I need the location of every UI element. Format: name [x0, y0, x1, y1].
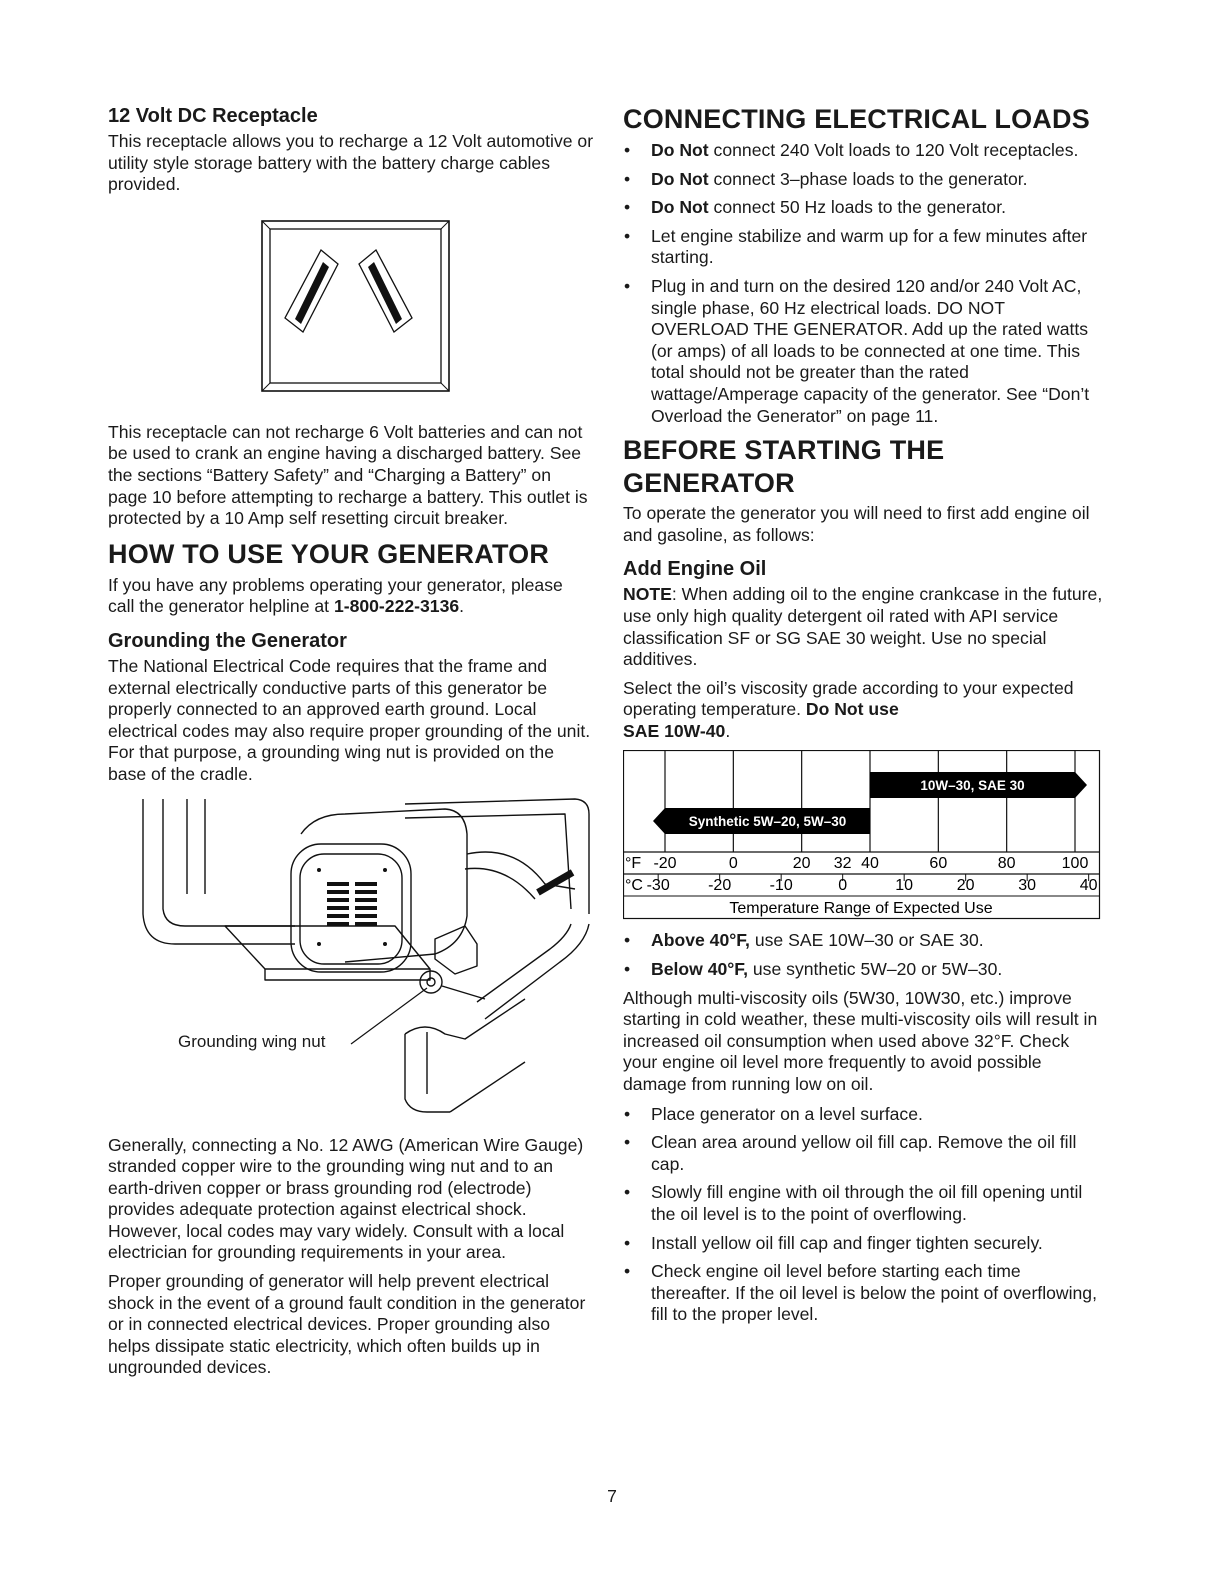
- dc-receptacle-intro: This receptacle allows you to recharge a 12 Volt automotive or utility style storage battery with the battery charge cables provided.: [108, 131, 594, 195]
- how-to-use-para: [108, 575, 594, 618]
- page-number: 7: [607, 1486, 617, 1506]
- list-item: • Clean area around yellow oil fill cap. Remove the oil fill cap.: [624, 1132, 1077, 1174]
- list-item: • Place generator on a level surface.: [624, 1103, 923, 1124]
- multi-viscosity-para: Although multi-viscosity oils (5W30, 10W30, etc.) improve starting in cold weather, these multi-viscosity oils will result in increased oil consumption when used above 32°F. Check your engine oil level more frequently to avoid possible damage from running low on oil.: [623, 987, 1098, 1095]
- list-item: • Let engine stabilize and warm up for a few minutes after starting.: [624, 225, 1088, 268]
- dc-receptacle-warning: This receptacle can not recharge 6 Volt batteries and can not be used to crank an engine having a discharged battery. See the sections “Battery Safety” and “Charging a Battery” on page 10 before attempting to recharge a battery. This outlet is protected by a 10 Amp self resetting circuit breaker.: [108, 421, 588, 529]
- list-item: • Below 40°F, use synthetic 5W–20 or 5W–30.: [624, 959, 1003, 980]
- c-tick-label: 40: [1079, 877, 1098, 895]
- f-tick-label: 0: [728, 855, 738, 873]
- list-item: • Do Not connect 240 Volt loads to 120 Volt receptacles.: [624, 140, 1079, 160]
- grounding-heading: Grounding the Generator: [108, 629, 347, 652]
- list-item: • Plug in and turn on the desired 120 and/or 240 Volt AC, single phase, 60 Hz electrical loads. DO NOT OVERLOAD THE GENERATOR. Add up the rated watts (or amps) of all loads to be connected at one time. This total should not be greater than the rated wattage/Amperage capacity of the generator. See “Don’t Overload the Generator” on page 11.: [624, 275, 1090, 426]
- c-tick-label: 20: [956, 877, 975, 895]
- right-column: [623, 103, 1103, 1333]
- list-item: • Slowly fill engine with oil through the oil fill opening until the oil level is to the point of overflowing.: [624, 1182, 1083, 1224]
- c-tick-label: 10: [895, 877, 914, 895]
- grounding-para-2: Generally, connecting a No. 12 AWG (American Wire Gauge) stranded copper wire to the grounding wing nut and to an earth-driven copper or brass grounding rod (electrode) provides adequate protection against electrical shock. However, local codes may vary widely. Consult with a local electrician for grounding requirements in your area.: [108, 1134, 584, 1263]
- oil-steps-list: [623, 1104, 1103, 1326]
- c-tick-label: -30: [646, 877, 670, 895]
- dc-receptacle-heading: 12 Volt DC Receptacle: [108, 105, 318, 127]
- temperature-list: [623, 930, 1103, 980]
- chart-title: Temperature Range of Expected Use: [729, 900, 993, 918]
- grounding-para-3: Proper grounding of generator will help prevent electrical shock in the event of a ground fault condition in the generator or in connected electrical devices. Proper grounding also helps dissipate static electricity, which often builds up in ungrounded devices.: [108, 1271, 586, 1378]
- connecting-loads-heading: CONNECTING ELECTRICAL LOADS: [623, 104, 1090, 134]
- list-item: • Above 40°F, use SAE 10W–30 or SAE 30.: [624, 930, 984, 951]
- range-bar-label: 10W–30, SAE 30: [920, 778, 1025, 794]
- note-para: NOTE: When adding oil to the engine crankcase in the future, use only high quality detergent oil rated with API service classification SF or SG SAE 30 weight. Use no special additives.: [623, 584, 1103, 670]
- f-tick-label: 40: [861, 855, 879, 873]
- helpline-text: If you have any problems operating your generator, please call the generator helpline at: [108, 574, 563, 617]
- helpline-number: 1-800-222-3136: [333, 596, 460, 617]
- list-item: • Do Not connect 50 Hz loads to the generator.: [624, 197, 1006, 218]
- f-tick-label: 80: [997, 855, 1016, 873]
- before-starting-para: To operate the generator you will need to first add engine oil and gasoline, as follows:: [623, 503, 1090, 545]
- add-engine-oil-heading: Add Engine Oil: [623, 558, 767, 581]
- c-unit-label: °C: [625, 877, 643, 895]
- c-tick-label: 30: [1018, 877, 1037, 895]
- f-tick-label: 100: [1061, 855, 1089, 873]
- viscosity-para: Select the oil’s viscosity grade according to your expected operating temperature. Do Not use SAE 10W-40.: [623, 677, 1074, 741]
- f-tick-label: 32: [833, 855, 852, 873]
- how-to-use-heading: HOW TO USE YOUR GENERATOR: [108, 538, 550, 569]
- list-item: • Check engine oil level before starting each time thereafter. If the oil level is below the point of overflowing, fill to the proper level.: [624, 1261, 1097, 1325]
- f-tick-label: 60: [929, 855, 948, 873]
- list-item: • Install yellow oil fill cap and finger tighten securely.: [624, 1232, 1043, 1253]
- before-starting-heading: BEFORE STARTING THE GENERATOR: [623, 435, 945, 499]
- range-bar-label: Synthetic 5W–20, 5W–30: [688, 814, 847, 830]
- grounding-illustration: [105, 794, 595, 1129]
- c-tick-label: 0: [838, 877, 848, 895]
- left-column: [108, 103, 594, 1379]
- c-tick-label: -20: [708, 877, 732, 895]
- c-tick-label: -10: [769, 877, 793, 895]
- loads-list: [623, 140, 1103, 427]
- f-tick-label: 20: [792, 855, 811, 873]
- grounding-wing-nut-label: Grounding wing nut: [178, 1031, 326, 1051]
- grounding-para-1: The National Electrical Code requires that the frame and external electrically conductive parts of this generator be properly connected to an approved earth ground. Local electrical codes may also require proper grounding of the unit. For that purpose, a grounding wing nut is provided on the base of the cradle.: [108, 655, 591, 784]
- f-tick-label: -20: [653, 855, 677, 873]
- f-unit-label: °F: [625, 855, 642, 873]
- oil-viscosity-chart: [623, 750, 1101, 920]
- helpline-end: .: [459, 596, 465, 617]
- list-item: • Do Not connect 3–phase loads to the generator.: [624, 168, 1028, 189]
- dc-receptacle-illustration: [261, 220, 450, 392]
